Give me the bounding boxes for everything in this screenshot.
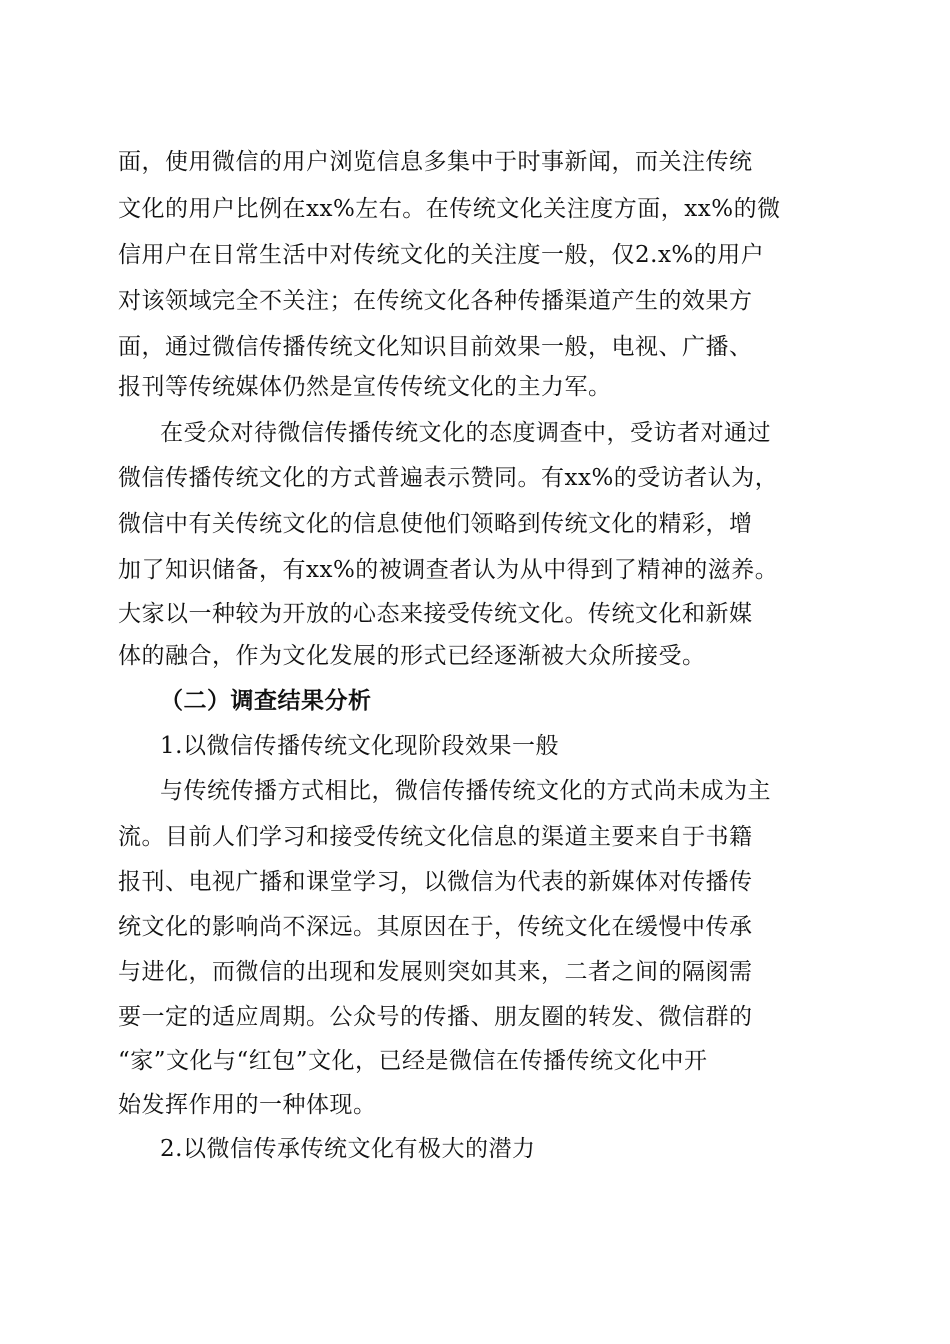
paragraph-3-line: 始发挥作用的一种体现。: [118, 1092, 377, 1118]
paragraph-1-line: 面，使用微信的用户浏览信息多集中于时事新闻，而关注传统: [118, 149, 753, 175]
paragraph-3-line: 与传统传播方式相比，微信传播传统文化的方式尚未成为主: [160, 778, 771, 804]
paragraph-3-line: 与进化，而微信的出现和发展则突如其来，二者之间的隔阂需: [118, 959, 753, 985]
paragraph-1-line: 文化的用户比例在xx%左右。在传统文化关注度方面，xx%的微: [118, 196, 781, 222]
paragraph-1-line: 信用户在日常生活中对传统文化的关注度一般，仅2.x%的用户: [118, 242, 765, 268]
paragraph-2-line: 加了知识储备，有xx%的被调查者认为从中得到了精神的滋养。: [118, 557, 779, 583]
paragraph-2-line: 在受众对待微信传播传统文化的态度调查中，受访者对通过: [160, 420, 771, 446]
paragraph-2-line: 微信传播传统文化的方式普遍表示赞同。有xx%的受访者认为，: [118, 465, 779, 491]
paragraph-2-line: 体的融合，作为文化发展的形式已经逐渐被大众所接受。: [118, 643, 706, 669]
paragraph-2-line: 微信中有关传统文化的信息使他们领略到传统文化的精彩，增: [118, 511, 753, 537]
paragraph-1-line: 面，通过微信传播传统文化知识目前效果一般，电视、广播、: [118, 334, 753, 360]
paragraph-2-line: 大家以一种较为开放的心态来接受传统文化。传统文化和新媒: [118, 601, 753, 627]
paragraph-3-line: 报刊、电视广播和课堂学习，以微信为代表的新媒体对传播传: [118, 869, 753, 895]
subheading-2: 2.以微信传承传统文化有极大的潜力: [160, 1136, 536, 1162]
paragraph-3-line: 要一定的适应周期。公众号的传播、朋友圈的转发、微信群的: [118, 1004, 753, 1030]
paragraph-3-line: 统文化的影响尚不深远。其原因在于，传统文化在缓慢中传承: [118, 914, 753, 940]
paragraph-1-line: 对该领域完全不关注；在传统文化各种传播渠道产生的效果方: [118, 288, 753, 314]
paragraph-1-line: 报刊等传统媒体仍然是宣传传统文化的主力军。: [118, 374, 612, 400]
paragraph-3-line: 流。目前人们学习和接受传统文化信息的渠道主要来自于书籍: [118, 824, 753, 850]
section-heading: （二）调查结果分析: [160, 687, 372, 714]
paragraph-3-line: “家”文化与“红包”文化，已经是微信在传播传统文化中开: [118, 1048, 708, 1074]
subheading-1: 1.以微信传播传统文化现阶段效果一般: [160, 733, 559, 759]
